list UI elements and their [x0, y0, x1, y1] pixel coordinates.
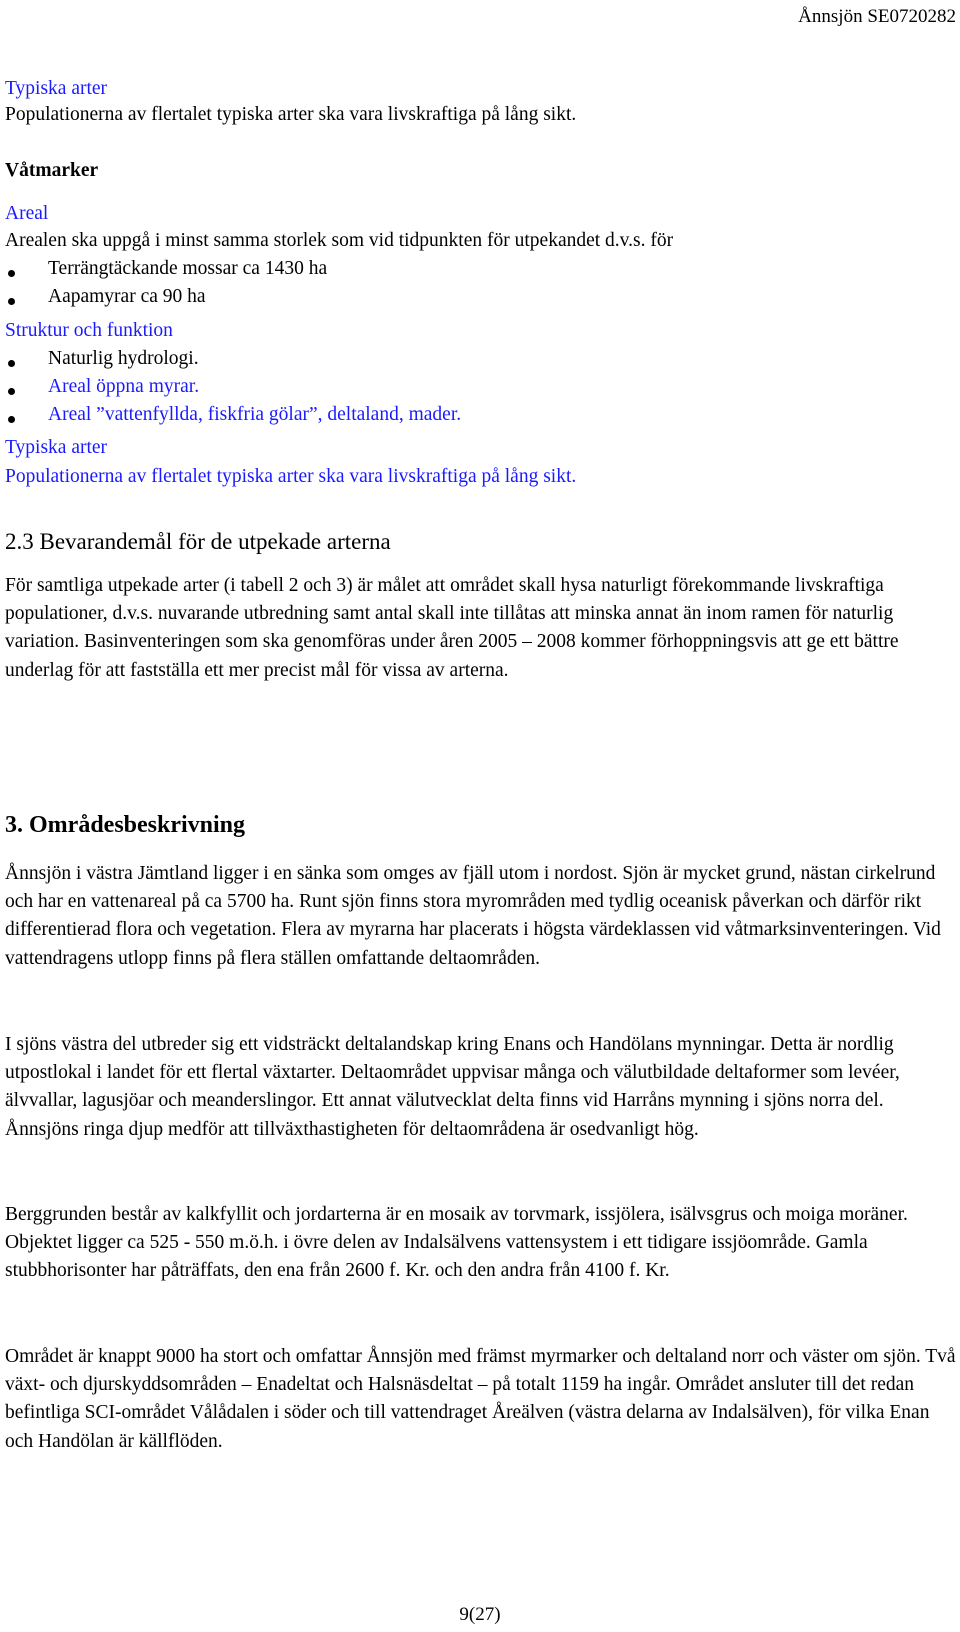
bullet-icon — [8, 416, 15, 423]
wetlands-area-text: Arealen ska uppgå i minst samma storlek som vid tidpunkten för utpekandet d.v.s. för — [5, 230, 674, 251]
page-header-doc-id: Ånnsjön SE0720282 — [798, 6, 956, 27]
section-2-3-title: 2.3 Bevarandemål för de utpekade arterna — [5, 529, 391, 554]
structure-item-open-mires: Areal öppna myrar. — [48, 376, 200, 397]
page-number: 9(27) — [459, 1604, 501, 1625]
intro-species-heading: Typiska arter — [5, 78, 108, 99]
structure-item-hydrology: Naturlig hydrologi. — [48, 348, 199, 369]
wetlands-heading: Våtmarker — [5, 160, 99, 181]
section-3-paragraph: Berggrunden består av kalkfyllit och jordarterna är en mosaik av torvmark, issjölera, isälvsgrus och moiga moräner. Objektet ligger ca 525 - 550 m.ö.h. i övre delen av Indalsälvens vattensystem i ett tidigare issjöområde. Gamla stubbhorisonter har påträffats, den ena från 2600 f. Kr. och den andra från 4100 f. Kr. — [5, 1204, 908, 1282]
wetlands-area-heading: Areal — [5, 203, 49, 224]
section-3-title: 3. Områdesbeskrivning — [5, 812, 246, 838]
bullet-icon — [8, 388, 15, 395]
section-3-paragraph: I sjöns västra del utbreder sig ett vidsträckt deltalandskap kring Enans och Handölans mynningar. Detta är nordlig utpostlokal i landet för ett flertal växtarter. Deltaområdet uppvisar många och välutbildade deltaformer som levéer, älvvallar, lagusjöar och meanderslingor. Ett annat välutvecklat delta finns vid Harråns mynning i sjöns norra del. Ånnsjöns ringa djup medför att tillväxthastigheten för deltaområdena är osedvanligt hög. — [5, 1034, 900, 1140]
section-3-paragraph: Området är knappt 9000 ha stort och omfattar Ånnsjön med främst myrmarker och deltaland norr och väster om sjön. Två växt- och djurskyddsområden – Enadeltat och Halsnäsdeltat – på totalt 1159 ha ingår. Området ansluter till det redan befintliga SCI-området Vålådalen i söder och till vattendraget Åreälven (västra delarna av Indalsälven), för vilka Enan och Handölan är källflöden. — [5, 1346, 956, 1452]
area-item-bogs: Terrängtäckande mossar ca 1430 ha — [48, 258, 328, 279]
wetlands-species-heading: Typiska arter — [5, 437, 108, 458]
section-2-3-body: För samtliga utpekade arter (i tabell 2 och 3) är målet att området skall hysa naturligt förekommande livskraftiga populationer, d.v.s. nuvarande utbredning samt antal skall inte tillåtas att minska annat än inom ramen för naturlig variation. Basinventeringen som ska genomföras under åren 2005 – 2008 kommer förhoppningsvis att ge ett bättre underlag för att fastställa ett mer precist mål för vissa av arterna. — [5, 575, 899, 681]
structure-item-pools: Areal ”vattenfyllda, fiskfria gölar”, deltaland, mader. — [48, 404, 462, 425]
wetlands-species-text: Populationerna av flertalet typiska arter ska vara livskraftiga på lång sikt. — [5, 466, 577, 487]
intro-species-text: Populationerna av flertalet typiska arter ska vara livskraftiga på lång sikt. — [5, 104, 577, 125]
wetlands-structure-heading: Struktur och funktion — [5, 320, 173, 341]
bullet-icon — [8, 360, 15, 367]
section-3-paragraph: Ånnsjön i västra Jämtland ligger i en sänka som omges av fjäll utom i nordost. Sjön är mycket grund, nästan cirkelrund och har en vattenareal på ca 5700 ha. Runt sjön finns stora myrområden med tydlig oceanisk påverkan och därför rikt differentierad flora och vegetation. Flera av myrarna har placerats i högsta värdeklassen vid våtmarksinventeringen. Vid vattendragens utlopp finns på flera ställen omfattande deltaområden. — [5, 863, 941, 969]
bullet-icon — [8, 298, 15, 305]
area-item-aapa-mires: Aapamyrar ca 90 ha — [48, 286, 206, 307]
bullet-icon — [8, 270, 15, 277]
